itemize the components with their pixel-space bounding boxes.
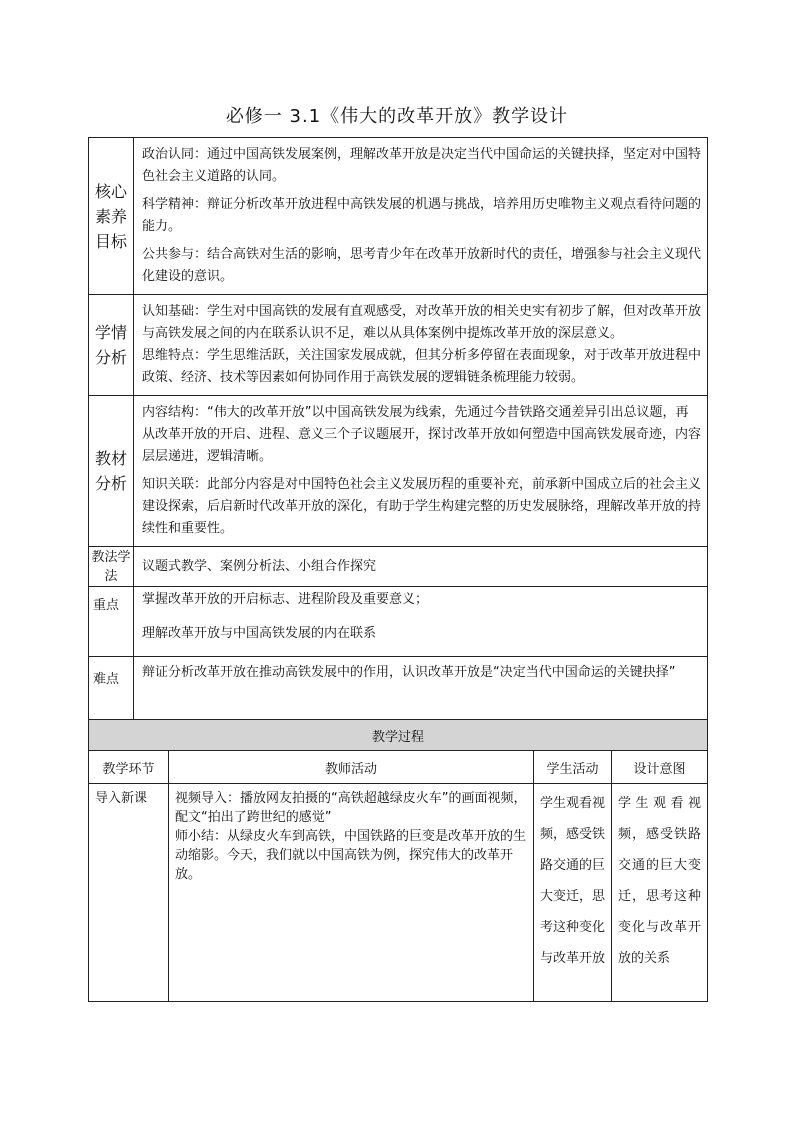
process-header: 教学过程	[89, 720, 708, 751]
key-points-row	[89, 587, 708, 657]
students-item: 认知基础：学生对中国高铁的发展有直观感受，对改革开放的相关史实有初步了解，但对改革开放与高铁发展之间的内在联系认识不足，难以从具体案例中提炼改革开放的深层意义。	[142, 304, 702, 341]
core-item: 政治认同：通过中国高铁发展案例，理解改革开放是决定当代中国命运的关键抉择，坚定对中国特色社会主义道路的认同。	[142, 147, 702, 184]
material-content	[134, 396, 708, 547]
process-table	[88, 719, 708, 1002]
teacher-activity: 师小结：从绿皮火车到高铁，中国铁路的巨变是改革开放的生动缩影。今天，我们就以中国高铁为例，探究伟大的改革开放。	[175, 829, 527, 882]
stage-cell: 导入新课	[89, 784, 169, 1002]
methods-label: 教法学法	[89, 547, 134, 587]
difficulty-row	[89, 657, 708, 729]
intent-cell: 学生观看视频，感受铁路交通的巨大变迁，思考这种变化与改革开放的关系	[612, 784, 708, 1002]
material-row	[89, 396, 708, 547]
core-item: 科学精神：辩证分析改革开放进程中高铁发展的机遇与挑战，培养用历史唯物主义观点看待问题的能力。	[142, 197, 702, 234]
material-label: 教材分析	[89, 396, 134, 547]
methods-content: 议题式教学、案例分析法、小组合作探究	[134, 547, 708, 587]
teacher-cell	[169, 784, 534, 1002]
column-header: 设计意图	[612, 751, 708, 784]
material-item: 知识关联：此部分内容是对中国特色社会主义发展历程的重要补充，前承新中国成立后的社会主义建设探索，后启新时代改革开放的深化，有助于学生构建完整的历史发展脉络，理解改革开放的持续性和重要性。	[142, 477, 702, 536]
core-content	[134, 138, 708, 295]
students-item: 思维特点：学生思维活跃，关注国家发展成就，但其分析多停留在表面现象，对于改革开放进程中政策、经济、技术等因素如何协同作用于高铁发展的逻辑链条梳理能力较弱。	[142, 348, 702, 385]
teacher-activity: 视频导入：播放网友拍摄的“高铁超越绿皮火车”的画面视频，配文“拍出了跨世纪的感觉”	[175, 791, 527, 825]
key-points-content	[134, 587, 708, 657]
key-point-item: 理解改革开放与中国高铁发展的内在联系	[142, 626, 377, 641]
difficulty-label: 难点	[89, 657, 134, 729]
column-header: 教学环节	[89, 751, 169, 784]
difficulty-content: 辩证分析改革开放在推动高铁发展中的作用，认识改革开放是“决定当代中国命运的关键抉择”	[134, 657, 708, 729]
column-header: 学生活动	[534, 751, 612, 784]
material-item: 内容结构：“伟大的改革开放”以中国高铁发展为线索，先通过今昔铁路交通差异引出总议题，再从改革开放的开启、进程、意义三个子议题展开，探讨改革开放如何塑造中国高铁发展奇迹，内容层层递进，逻辑清晰。	[142, 405, 702, 464]
methods-row	[89, 547, 708, 587]
process-header-row	[89, 720, 708, 751]
key-points-label: 重点	[89, 587, 134, 657]
page-title: 必修一 3.1《伟大的改革开放》教学设计	[225, 106, 569, 127]
students-content	[134, 295, 708, 396]
table-row	[89, 784, 708, 1002]
students-row	[89, 295, 708, 396]
design-table	[88, 137, 708, 729]
core-item: 公共参与：结合高铁对生活的影响，思考青少年在改革开放新时代的责任，增强参与社会主义现代化建设的意识。	[142, 247, 702, 284]
student-cell: 学生观看视频，感受铁路交通的巨大变迁，思考这种变化与改革开放	[534, 784, 612, 1002]
core-row	[89, 138, 708, 295]
students-label: 学情分析	[89, 295, 134, 396]
column-header: 教师活动	[169, 751, 534, 784]
core-label: 核心素养目标	[89, 138, 134, 295]
key-point-item: 掌握改革开放的开启标志、进程阶段及重要意义；	[142, 592, 429, 607]
process-columns-row	[89, 751, 708, 784]
